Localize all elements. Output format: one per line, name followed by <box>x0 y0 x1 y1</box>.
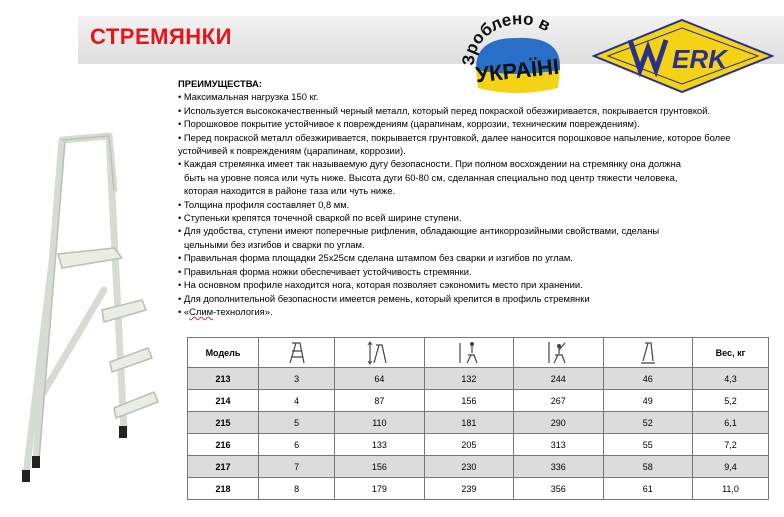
svg-text:ERK: ERK <box>672 44 727 74</box>
cell: 7 <box>259 456 335 478</box>
advantage-item: • Каждая стремянка имеет так называемую дугу безопасности. При полном восхождении на стремянку она должна <box>178 158 681 170</box>
cell: 313 <box>514 434 603 456</box>
cell: 5,2 <box>693 390 769 412</box>
advantages-section <box>178 77 768 318</box>
advantage-item: • На основном профиле находится нога, которая позволяет сэкономить место при хранении. <box>178 279 583 291</box>
cell: 110 <box>335 412 424 434</box>
advantage-item: • Толщина профиля составляет 0,8 мм. <box>178 198 350 210</box>
cell: 3 <box>259 368 335 390</box>
svg-text:Зроблено в: Зроблено в <box>458 9 554 67</box>
cell: 11,0 <box>693 478 769 500</box>
advantage-item: • Используется высококачественный черный металл, который перед покраской обезжиривается, покрывается грунтовкой. <box>178 104 711 116</box>
cell: 336 <box>514 456 603 478</box>
cell: 6 <box>259 434 335 456</box>
cell: 230 <box>424 456 513 478</box>
cell: 133 <box>335 434 424 456</box>
cell: 267 <box>514 390 603 412</box>
advantage-item: • Для дополнительной безопасности имеется ремень, который крепится в профиль стремянки <box>178 292 590 304</box>
cell: 181 <box>424 412 513 434</box>
height-icon <box>335 338 424 368</box>
specs-table <box>187 337 769 500</box>
cell: 6,1 <box>693 412 769 434</box>
steps-icon <box>259 338 335 368</box>
cell-model: 213 <box>188 368 259 390</box>
cell: 87 <box>335 390 424 412</box>
step-ladder-image <box>14 130 164 495</box>
page-title: СТРЕМЯНКИ <box>90 24 232 49</box>
reach-icon <box>514 338 603 368</box>
cell: 4 <box>259 390 335 412</box>
cell: 64 <box>335 368 424 390</box>
cell: 49 <box>603 390 693 412</box>
col-header-weight: Вес, кг <box>693 338 769 368</box>
advantage-item-last <box>178 305 768 318</box>
advantage-item: • Для удобства, ступени имеют поперечные рифления, обладающие антикоррозийными свойствами, сделаны <box>178 225 660 237</box>
col-header-model: Модель <box>188 338 259 368</box>
cell-model: 218 <box>188 478 259 500</box>
advantage-item: цельными без изгибов и сварки по углам. <box>184 238 365 250</box>
slim-suffix: -технология». <box>213 305 273 317</box>
advantage-item: • Порошковое покрытие устойчивое к повреждениям (царапинам, коррозии, техническим повреждениям). <box>178 118 640 130</box>
table-row <box>188 456 769 478</box>
cell: 61 <box>603 478 693 500</box>
table-row <box>188 478 769 500</box>
cell: 132 <box>424 368 513 390</box>
cell: 290 <box>514 412 603 434</box>
cell: 46 <box>603 368 693 390</box>
cell: 58 <box>603 456 693 478</box>
cell: 55 <box>603 434 693 456</box>
cell: 205 <box>424 434 513 456</box>
advantage-item: • Правильная форма ножки обеспечивает устойчивость стремянки. <box>178 265 472 277</box>
cell: 5 <box>259 412 335 434</box>
cell: 7,2 <box>693 434 769 456</box>
cell: 179 <box>335 478 424 500</box>
advantage-item: • Ступеньки крепятся точечной сваркой по всей ширине ступени. <box>178 212 462 224</box>
table-row <box>188 434 769 456</box>
cell-model: 216 <box>188 434 259 456</box>
table-row <box>188 390 769 412</box>
cell: 8 <box>259 478 335 500</box>
advantage-item: • Перед покраской металл обезжиривается, покрывается грунтовкой, далее наносится порошковое напыление, которое более устойчивей к повреждениям (царапинам, коррозии). <box>178 131 731 157</box>
bullet: • « <box>178 305 190 317</box>
cell: 156 <box>335 456 424 478</box>
advantage-item: • Максимальная нагрузка 150 кг. <box>178 91 319 103</box>
cell-model: 214 <box>188 390 259 412</box>
cell-model: 217 <box>188 456 259 478</box>
cell: 156 <box>424 390 513 412</box>
svg-text:УКРАЇНІ: УКРАЇНІ <box>474 53 561 88</box>
cell: 52 <box>603 412 693 434</box>
table-row <box>188 412 769 434</box>
cell: 9,4 <box>693 456 769 478</box>
cell: 244 <box>514 368 603 390</box>
width-icon <box>603 338 693 368</box>
cell: 239 <box>424 478 513 500</box>
slim-word: Слим <box>189 305 214 317</box>
table-row <box>188 368 769 390</box>
work-height-icon <box>424 338 513 368</box>
cell-model: 215 <box>188 412 259 434</box>
advantage-item: • Правильная форма площадки 25х25см сделана штампом без сварки и изгибов по углам. <box>178 252 573 264</box>
cell: 4,3 <box>693 368 769 390</box>
advantage-item: быть на уровне пояса или чуть ниже. Высота дуги 60-80 см, сделанная специально под центр тяжести человека, <box>184 171 678 183</box>
cell: 356 <box>514 478 603 500</box>
table-header-row <box>188 338 769 368</box>
advantages-heading: ПРЕИМУЩЕСТВА: <box>178 78 262 89</box>
advantage-item: которая находится в районе таза или чуть ниже. <box>184 185 396 197</box>
